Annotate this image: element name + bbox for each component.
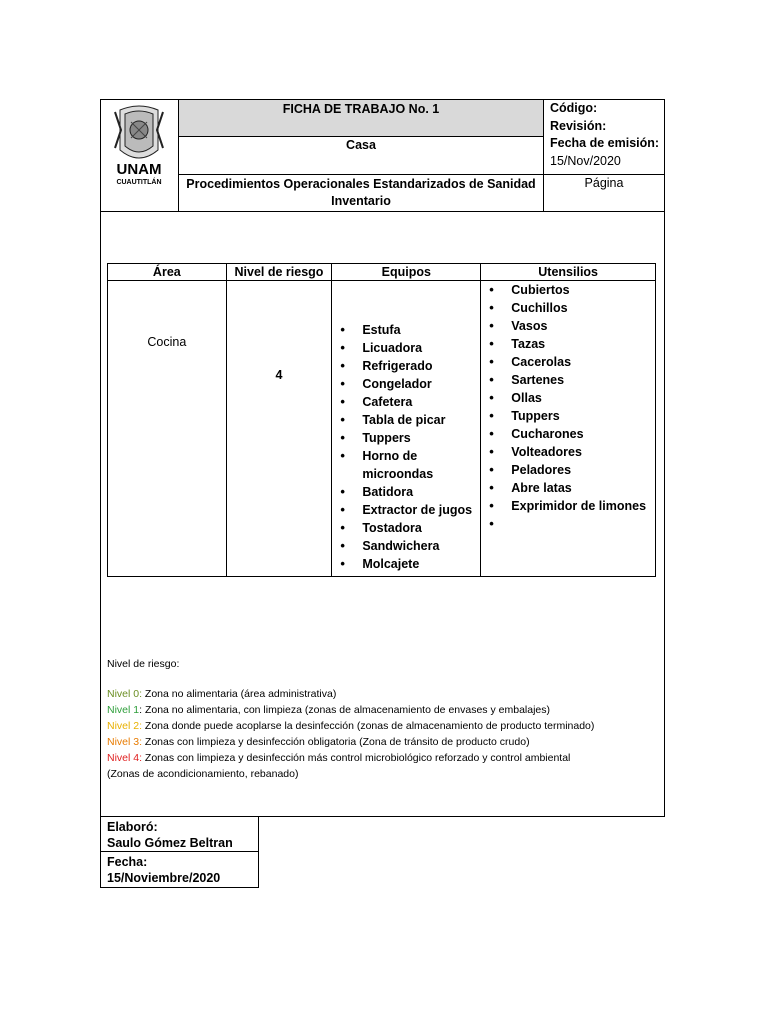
document-subtitle: Casa <box>346 138 376 152</box>
legend-level-text: Zonas con limpieza y desinfección obligatoria (Zona de tránsito de producto crudo) <box>142 736 530 748</box>
equipos-item: • Tabla de picar <box>332 411 472 429</box>
area-cell <box>108 281 227 577</box>
legend-level-line <box>107 718 594 734</box>
legend-level-text: Zona no alimentaria (área administrativa) <box>142 688 337 700</box>
equipos-item: • Refrigerado <box>332 357 472 375</box>
equipos-list <box>332 321 472 573</box>
utensilios-item: • Exprimidor de limones <box>481 497 655 515</box>
utensilios-item: • Cuchillos <box>481 299 655 317</box>
revision-label: Revisión: <box>550 118 607 133</box>
control-info <box>550 100 664 170</box>
legend-level-label: Nivel 4: <box>107 752 143 764</box>
legend-continuation: (Zonas de acondicionamiento, rebanado) <box>107 768 299 780</box>
header-equipos: Equipos <box>332 264 481 281</box>
legend-level-label: Nivel 1 <box>107 704 140 716</box>
utensilios-item: • Peladores <box>481 461 655 479</box>
equipos-item: • Estufa <box>332 321 472 339</box>
legend-level-label: Nivel 3: <box>107 736 143 748</box>
legend-levels <box>107 686 594 766</box>
elaboro-box <box>100 816 259 852</box>
fecha-emision-label: Fecha de emisión: <box>550 136 660 150</box>
fecha-box <box>100 851 259 888</box>
utensilios-item: • Tuppers <box>481 407 655 425</box>
header-nivel: Nivel de riesgo <box>226 264 332 281</box>
legend-title: Nivel de riesgo: <box>107 658 180 670</box>
utensilios-item: • Tazas <box>481 335 655 353</box>
procedure-line-2: Inventario <box>331 194 391 208</box>
svg-text:UNAM: UNAM <box>116 161 162 178</box>
codigo-label: Código: <box>550 101 598 115</box>
equipos-item: • Cafetera <box>332 393 472 411</box>
utensilios-item: • Vasos <box>481 317 655 335</box>
utensilios-item: • Ollas <box>481 389 655 407</box>
fecha-label: Fecha: <box>107 855 148 869</box>
elaboro-label: Elaboró: <box>107 820 158 834</box>
legend-level-line <box>107 734 594 750</box>
equipos-item: • Licuadora <box>332 339 472 357</box>
utensilios-item: • Abre latas <box>481 479 655 497</box>
procedure-title <box>179 176 543 210</box>
legend-level-line <box>107 750 594 766</box>
utensilios-item: • Cubiertos <box>481 281 655 299</box>
utensilios-item <box>481 515 655 533</box>
legend-level-text: Zonas con limpieza y desinfección más control microbiológico reforzado y control ambiental <box>142 752 571 764</box>
table-header-row <box>108 264 656 281</box>
legend-level-line <box>107 702 594 718</box>
utensilios-item: • Cacerolas <box>481 353 655 371</box>
utensilios-item: • Volteadores <box>481 443 655 461</box>
legend-level-text: : Zona no alimentaria, con limpieza (zonas de almacenamiento de envases y embalajes) <box>139 704 550 716</box>
legend-level-line <box>107 686 594 702</box>
elaboro-value: Saulo Gómez Beltran <box>107 836 233 850</box>
document-title: FICHA DE TRABAJO No. 1 <box>282 102 440 116</box>
utensilios-cell <box>481 281 656 577</box>
area-value: Cocina <box>147 335 187 349</box>
procedure-line-1: Procedimientos Operacionales Estandarizados de Sanidad <box>186 177 536 191</box>
utensilios-item: • Sartenes <box>481 371 655 389</box>
unam-logo <box>101 100 178 211</box>
equipos-item: • Horno de microondas <box>332 447 472 483</box>
equipos-item: • Tostadora <box>332 519 472 537</box>
document-header <box>100 99 665 212</box>
nivel-value: 4 <box>275 368 283 382</box>
equipos-cell <box>332 281 481 577</box>
fecha-value: 15/Noviembre/2020 <box>107 871 221 885</box>
legend-level-label: Nivel 0: <box>107 688 143 700</box>
inventory-table <box>107 263 656 577</box>
header-area: Área <box>108 264 227 281</box>
unam-crest-icon <box>101 100 178 211</box>
equipos-item: • Molcajete <box>332 555 472 573</box>
pagina-label: Página <box>584 176 624 190</box>
utensilios-list <box>481 281 655 533</box>
legend-level-text: Zona donde puede acoplarse la desinfección (zonas de almacenamiento de producto terminado) <box>142 720 595 732</box>
equipos-item: • Batidora <box>332 483 472 501</box>
svg-text:CUAUTITLÁN: CUAUTITLÁN <box>116 179 162 186</box>
equipos-item: • Extractor de jugos <box>332 501 472 519</box>
equipos-item: • Congelador <box>332 375 472 393</box>
legend-level-label: Nivel 2: <box>107 720 143 732</box>
nivel-cell <box>226 281 332 577</box>
utensilios-item: • Cucharones <box>481 425 655 443</box>
equipos-item: • Tuppers <box>332 429 472 447</box>
table-row <box>108 281 656 577</box>
fecha-emision-value: 15/Nov/2020 <box>550 153 621 168</box>
header-utensilios: Utensilios <box>481 264 656 281</box>
equipos-item: • Sandwichera <box>332 537 472 555</box>
